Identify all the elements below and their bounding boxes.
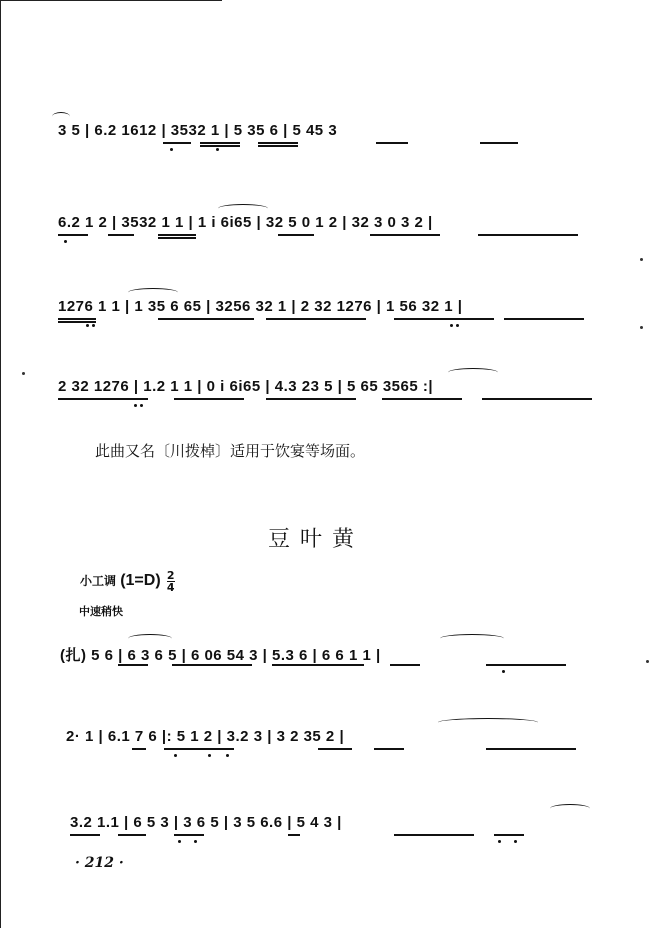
slur: [218, 204, 268, 213]
low-octave-dot: [194, 840, 197, 843]
score-line-5: [60, 638, 600, 674]
score-line-6: [66, 722, 606, 758]
underline: [158, 234, 196, 236]
underline: [394, 318, 494, 320]
underline: [486, 664, 566, 666]
underline: [164, 748, 234, 750]
underline: [174, 834, 204, 836]
underline: [478, 234, 578, 236]
low-octave-dot: [456, 324, 459, 327]
underline: [482, 398, 592, 400]
underline: [163, 142, 191, 144]
low-octave-dot: [216, 148, 219, 151]
score-line-2: [58, 208, 598, 244]
score-line-1: [58, 116, 598, 152]
underline: [200, 145, 240, 147]
underline: [382, 398, 462, 400]
underline: [172, 664, 252, 666]
time-signature-denominator: 4: [166, 581, 175, 594]
score-line-3: [58, 292, 598, 328]
low-octave-dot: [450, 324, 453, 327]
low-octave-dot: [514, 840, 517, 843]
underline: [480, 142, 518, 144]
underline: [258, 142, 298, 144]
slur: [438, 718, 538, 727]
low-octave-dot: [502, 670, 505, 673]
underline: [70, 834, 100, 836]
underline: [158, 237, 196, 239]
key-label: 小工调: [80, 574, 117, 588]
underline: [266, 398, 356, 400]
underline: [58, 398, 148, 400]
underline: [374, 748, 404, 750]
underline: [118, 664, 148, 666]
low-octave-dot: [498, 840, 501, 843]
score-line-6-text: 2· 1 | 6.1 7 6 |: 5 1 2 | 3.2 3 | 3 2 35 2 |: [66, 728, 345, 745]
underline: [486, 748, 576, 750]
underline: [494, 834, 524, 836]
underline: [370, 234, 440, 236]
low-octave-dot: [178, 840, 181, 843]
score-line-7-text: 3.2 1.1 | 6 5 3 | 3 6 5 | 3 5 6.6 | 5 4 3 |: [70, 814, 342, 831]
slur: [52, 112, 70, 121]
underline: [272, 664, 364, 666]
score-line-1-text: 3 5 | 6.2 1612 | 3532 1 | 5 35 6 | 5 45 3: [58, 122, 338, 139]
low-octave-dot: [64, 240, 67, 243]
scan-speck: [640, 326, 643, 329]
low-octave-dot: [226, 754, 229, 757]
scan-speck: [22, 372, 25, 375]
underline: [118, 834, 146, 836]
underline: [288, 834, 300, 836]
scan-speck: [646, 660, 649, 663]
low-octave-dot: [86, 324, 89, 327]
underline: [200, 142, 240, 144]
score-line-4: [58, 372, 598, 408]
tempo-marking: 中速稍快: [79, 605, 123, 618]
slur: [550, 804, 590, 813]
underline: [58, 321, 96, 323]
underline: [58, 234, 88, 236]
page-border-top: [0, 0, 222, 1]
time-signature: [167, 570, 175, 593]
scan-speck: [640, 258, 643, 261]
page-number: · 212 ·: [75, 855, 124, 871]
song-title: 豆叶黄: [268, 527, 365, 552]
slur: [128, 288, 178, 297]
low-octave-dot: [140, 404, 143, 407]
page-border-left: [0, 0, 1, 928]
key-value: (1=D): [120, 572, 161, 589]
low-octave-dot: [92, 324, 95, 327]
score-line-2-text: 6.2 1 2 | 3532 1 1 | 1 i 6i65 | 32 5 0 1 2 | 32 3 0 3 2 |: [58, 214, 433, 231]
slur: [440, 634, 504, 643]
underline: [394, 834, 474, 836]
underline: [318, 748, 352, 750]
annotation-note: 此曲又名〔川拨棹〕适用于饮宴等场面。: [95, 442, 366, 460]
key-signature: [80, 570, 175, 593]
low-octave-dot: [170, 148, 173, 151]
underline: [258, 145, 298, 147]
underline: [58, 318, 96, 320]
underline: [376, 142, 408, 144]
underline: [278, 234, 314, 236]
score-line-7: [70, 808, 610, 844]
slur: [128, 634, 172, 643]
underline: [108, 234, 134, 236]
low-octave-dot: [208, 754, 211, 757]
underline: [266, 318, 366, 320]
score-line-4-text: 2 32 1276 | 1.2 1 1 | 0 i 6i65 | 4.3 23 5 | 5 65 3565 :|: [58, 378, 434, 395]
slur: [448, 368, 498, 377]
low-octave-dot: [134, 404, 137, 407]
underline: [158, 318, 254, 320]
underline: [504, 318, 584, 320]
score-line-5-text: (扎) 5 6 | 6 3 6 5 | 6 06 54 3 | 5.3 6 | 6 6 1 1 |: [60, 647, 381, 664]
underline: [390, 664, 420, 666]
time-signature-numerator: 2: [166, 569, 175, 582]
low-octave-dot: [174, 754, 177, 757]
score-line-3-text: 1276 1 1 | 1 35 6 65 | 3256 32 1 | 2 32 1276 | 1 56 32 1 |: [58, 298, 463, 315]
underline: [174, 398, 244, 400]
underline: [132, 748, 146, 750]
